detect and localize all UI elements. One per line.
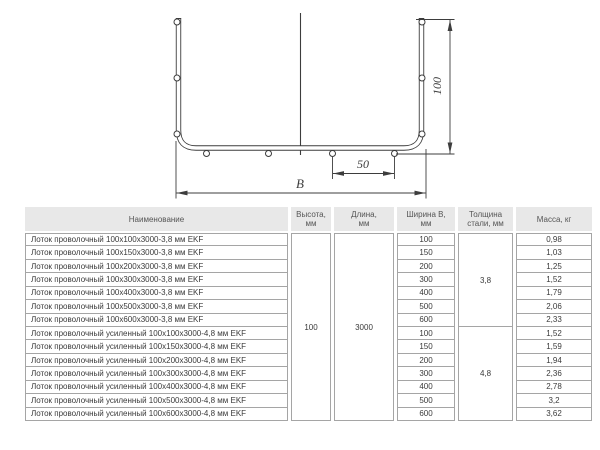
table-row-width: 150	[397, 340, 455, 353]
table-row-name: Лоток проволочный 100x400x3000-3,8 мм EKF	[25, 287, 288, 300]
table-row-name: Лоток проволочный 100x600x3000-3,8 мм EKF	[25, 314, 288, 327]
table-row-width: 200	[397, 260, 455, 273]
table-row-name: Лоток проволочный 100x300x3000-3,8 мм EKF	[25, 273, 288, 286]
table-row-mass: 1,59	[516, 340, 592, 353]
table-row-mass: 1,25	[516, 260, 592, 273]
table-row-mass: 2,06	[516, 300, 592, 313]
table-row-mass: 3,2	[516, 394, 592, 407]
table-row-width: 300	[397, 367, 455, 380]
table-row-mass: 0,98	[516, 233, 592, 246]
table-row-name: Лоток проволочный 100x200x3000-3,8 мм EKF	[25, 260, 288, 273]
table-row-name: Лоток проволочный усиленный 100x500x3000-4,8 мм EKF	[25, 394, 288, 407]
table-row-mass: 1,52	[516, 327, 592, 340]
table-row-width: 400	[397, 381, 455, 394]
table-row-mass: 1,03	[516, 246, 592, 259]
tray-cross-section-drawing	[0, 0, 600, 205]
table-row-name: Лоток проволочный 100x150x3000-3,8 мм EKF	[25, 246, 288, 259]
table-row-width: 600	[397, 314, 455, 327]
table-merged-height: 100	[291, 233, 331, 421]
table-row-width: 100	[397, 233, 455, 246]
table-row-width: 300	[397, 273, 455, 286]
header-name: Наименование	[25, 207, 288, 231]
table-row-width: 500	[397, 394, 455, 407]
dim-label-width: B	[296, 176, 304, 191]
table-row-width: 200	[397, 354, 455, 367]
header-mass: Масса, кг	[516, 207, 592, 231]
dim-label-spacing: 50	[357, 157, 369, 171]
table-row-name: Лоток проволочный усиленный 100x150x3000-4,8 мм EKF	[25, 340, 288, 353]
header-height: Высота, мм	[291, 207, 331, 231]
dim-label-height: 100	[430, 77, 444, 95]
table-header	[25, 207, 592, 231]
table-row-mass: 1,79	[516, 287, 592, 300]
table-row-width: 400	[397, 287, 455, 300]
header-width: Ширина B, мм	[397, 207, 455, 231]
table-row-mass: 1,52	[516, 273, 592, 286]
table-row-name: Лоток проволочный усиленный 100x600x3000-4,8 мм EKF	[25, 408, 288, 421]
table-row-name: Лоток проволочный усиленный 100x200x3000-4,8 мм EKF	[25, 354, 288, 367]
table-row-name: Лоток проволочный усиленный 100x100x3000-4,8 мм EKF	[25, 327, 288, 340]
table-row-mass: 3,62	[516, 408, 592, 421]
table-row-mass: 2,78	[516, 381, 592, 394]
table-row-width: 500	[397, 300, 455, 313]
table-row-name: Лоток проволочный усиленный 100x300x3000-4,8 мм EKF	[25, 367, 288, 380]
table-body	[25, 233, 592, 421]
table-row-mass: 1,94	[516, 354, 592, 367]
table-row-name: Лоток проволочный усиленный 100x400x3000-4,8 мм EKF	[25, 381, 288, 394]
table-row-name: Лоток проволочный 100x500x3000-3,8 мм EKF	[25, 300, 288, 313]
header-length: Длина, мм	[334, 207, 394, 231]
table-row-width: 600	[397, 408, 455, 421]
wire-joint-circles	[174, 19, 425, 157]
table-row-name: Лоток проволочный 100x100x3000-3,8 мм EKF	[25, 233, 288, 246]
table-merged-length: 3000	[334, 233, 394, 421]
table-row-width: 150	[397, 246, 455, 259]
table-merged-thickness-1: 3,8	[458, 233, 513, 327]
table-row-mass: 2,36	[516, 367, 592, 380]
table-row-width: 100	[397, 327, 455, 340]
table-merged-thickness-2: 4,8	[458, 327, 513, 421]
table-row-mass: 2,33	[516, 314, 592, 327]
header-thickness: Толщина стали, мм	[458, 207, 513, 231]
